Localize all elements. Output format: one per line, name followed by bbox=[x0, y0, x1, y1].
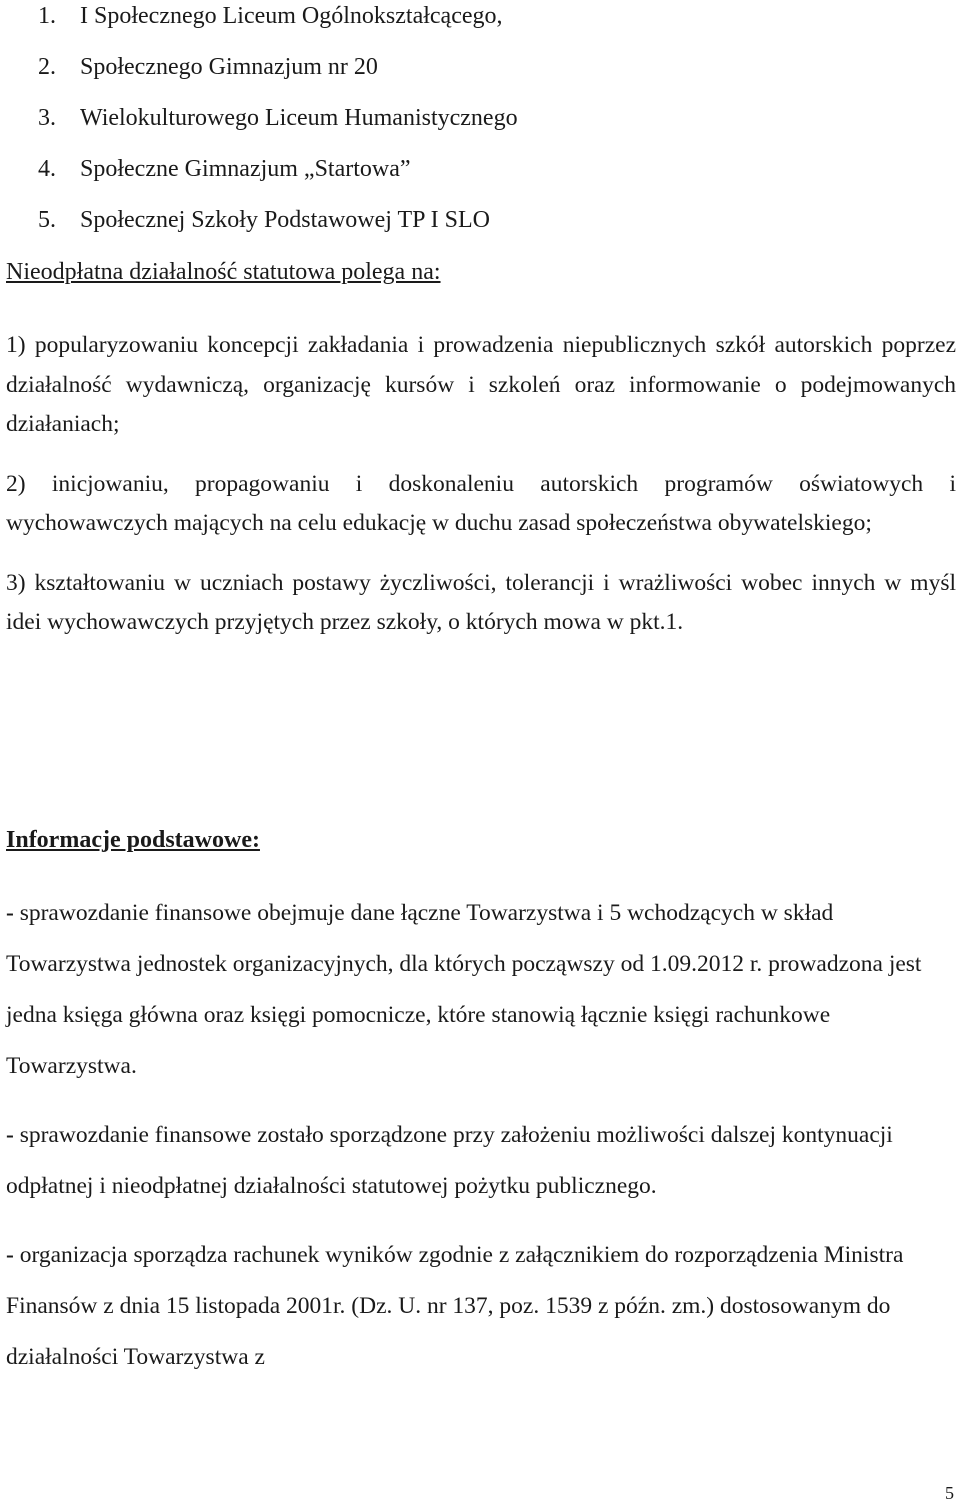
page-number: 5 bbox=[945, 1483, 954, 1503]
list-item bbox=[38, 153, 518, 204]
dash-marker: - bbox=[6, 900, 14, 926]
list-item bbox=[38, 102, 518, 153]
list-item-number: 1. bbox=[38, 3, 56, 29]
objective-paragraph: 3) kształtowaniu w uczniach postawy życzliwości, tolerancji i wrażliwości wobec innych w myśl idei wychowawczych przyjętych przez szkoły, o których mowa w pkt.1. bbox=[6, 569, 956, 635]
info-paragraph bbox=[6, 888, 958, 1092]
list-item-text: Wielokulturowego Liceum Humanistycznego bbox=[80, 105, 518, 131]
list-item bbox=[38, 0, 518, 51]
list-item-text: Społecznego Gimnazjum nr 20 bbox=[80, 54, 378, 80]
list-item-text: Społeczne Gimnazjum „Startowa” bbox=[80, 156, 411, 182]
schools-list bbox=[38, 0, 518, 255]
list-item-number: 5. bbox=[38, 207, 56, 233]
basic-info-heading: Informacje podstawowe: bbox=[6, 827, 260, 853]
list-item bbox=[38, 204, 518, 255]
dash-marker: - bbox=[6, 1242, 14, 1268]
list-item bbox=[38, 51, 518, 102]
basic-info-section bbox=[6, 888, 958, 1401]
list-item-number: 4. bbox=[38, 156, 56, 182]
info-text: sprawozdanie finansowe zostało sporządzone przy założeniu możliwości dalszej kontynuacji odpłatnej i nieodpłatnej działalności statutowej pożytku publicznego. bbox=[6, 1122, 893, 1199]
dash-marker: - bbox=[6, 1122, 14, 1148]
statutory-intro: Nieodpłatna działalność statutowa polega na: bbox=[6, 259, 441, 285]
info-text: organizacja sporządza rachunek wyników zgodnie z załącznikiem do rozporządzenia Ministra Finansów z dnia 15 listopada 2001r. (Dz. U. nr 137, poz. 1539 z późn. zm.) dostosowanym do działalności Towarzystwa z bbox=[6, 1242, 904, 1370]
objectives-section bbox=[6, 326, 956, 663]
objective-paragraph: 2) inicjowaniu, propagowaniu i doskonaleniu autorskich programów oświatowych i wychowawczych mających na celu edukację w duchu zasad społeczeństwa obywatelskiego; bbox=[6, 470, 956, 536]
info-paragraph bbox=[6, 1230, 958, 1383]
objective-paragraph: 1) popularyzowaniu koncepcji zakładania i prowadzenia niepublicznych szkół autorskich poprzez działalność wydawniczą, organizację kursów i szkoleń oraz informowanie o podejmowanych działaniach; bbox=[6, 332, 956, 437]
list-item-text: I Społecznego Liceum Ogólnokształcącego, bbox=[80, 3, 503, 29]
list-item-number: 3. bbox=[38, 105, 56, 131]
list-item-number: 2. bbox=[38, 54, 56, 80]
info-paragraph bbox=[6, 1110, 958, 1212]
info-text: sprawozdanie finansowe obejmuje dane łączne Towarzystwa i 5 wchodzących w skład Towarzystwa jednostek organizacyjnych, dla których począwszy od 1.09.2012 r. prowadzona jest jedna księga główna oraz księgi pomocnicze, które stanowią łącznie księgi rachunkowe Towarzystwa. bbox=[6, 900, 922, 1079]
list-item-text: Społecznej Szkoły Podstawowej TP I SLO bbox=[80, 207, 490, 233]
